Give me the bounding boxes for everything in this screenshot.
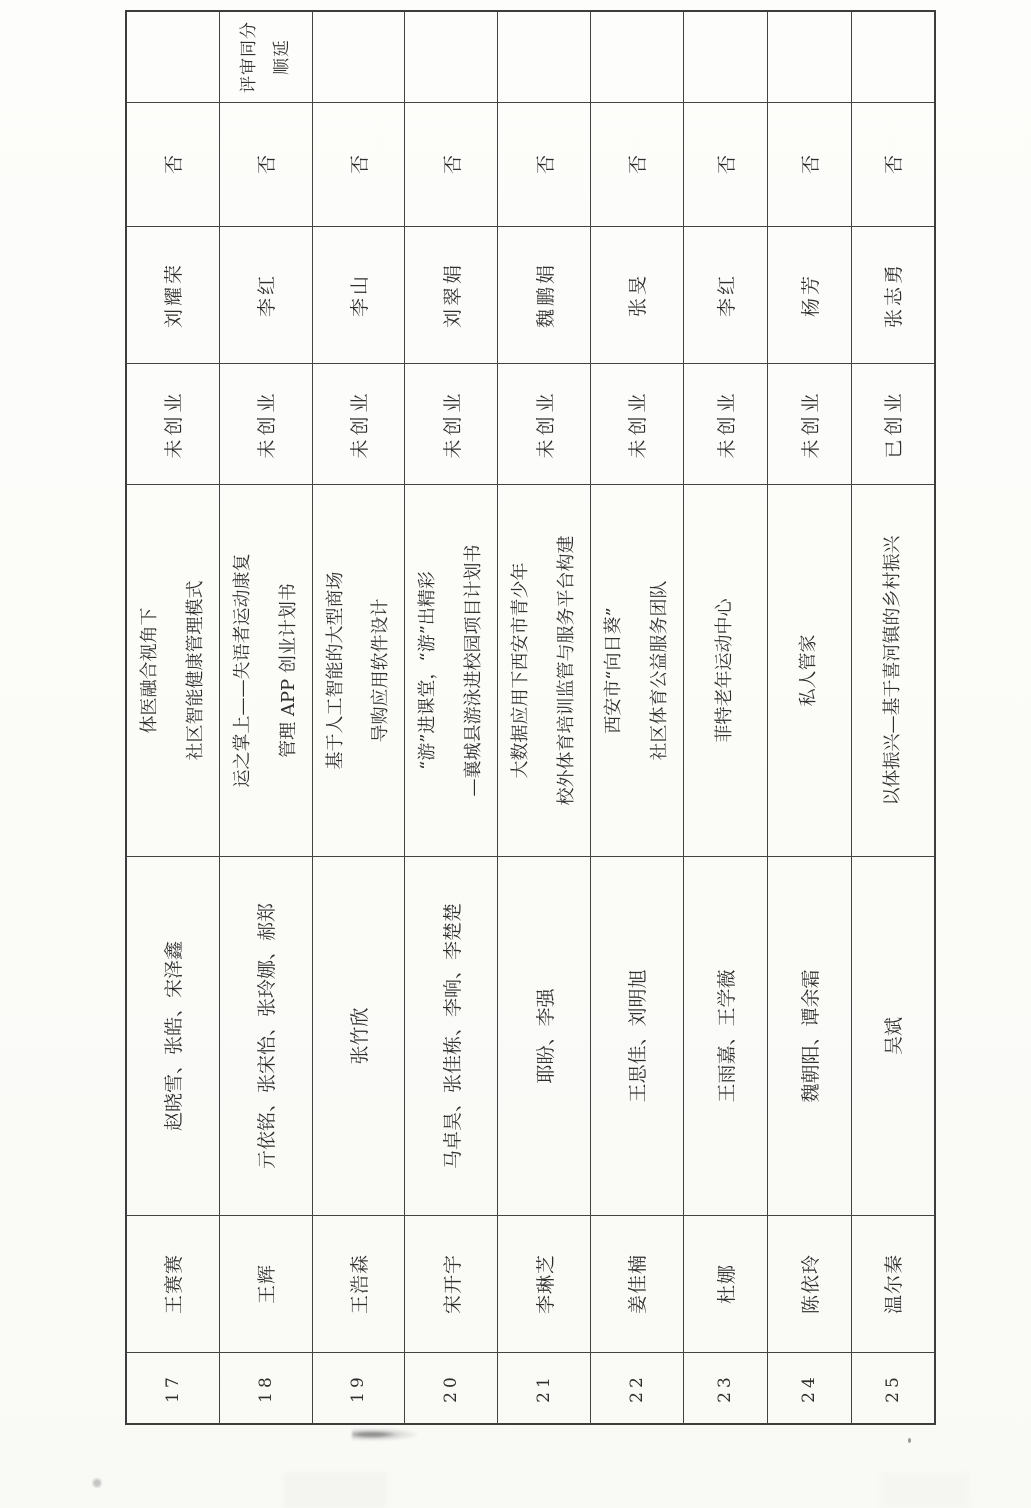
- leader-name: 宋开宇: [441, 1254, 464, 1315]
- startup-status: 未创业: [348, 389, 371, 459]
- cell-project: [767, 485, 851, 857]
- team-members: 王思佳、刘明旭: [627, 969, 650, 1103]
- team-members: 张竹欣: [348, 1007, 371, 1065]
- advisor-name: 张旻: [627, 273, 650, 318]
- advisor-name: 杨芳: [799, 273, 822, 318]
- cell-advisor: [590, 227, 683, 364]
- team-members: 耶盼、李强: [534, 988, 557, 1084]
- cell-leader: [683, 1216, 767, 1353]
- scan-shadow-patch: [283, 1472, 387, 1508]
- cell-team: [405, 857, 498, 1216]
- cell-project: [312, 485, 405, 857]
- cell-row-number: [851, 1353, 935, 1425]
- flag-value: 否: [534, 155, 557, 175]
- cell-leader: [219, 1216, 312, 1353]
- leader-name: 王浩森: [348, 1254, 371, 1315]
- cell-flag: [683, 103, 767, 227]
- cell-flag: [590, 103, 683, 227]
- pencil-smudge: [352, 1428, 418, 1441]
- flag-value: 否: [441, 155, 464, 175]
- table-row: [767, 11, 851, 1424]
- cell-leader: [851, 1216, 935, 1353]
- startup-status: 未创业: [627, 389, 650, 459]
- cell-flag: [498, 103, 591, 227]
- cell-advisor: [767, 227, 851, 364]
- cell-remark: [767, 11, 851, 103]
- flag-value: 否: [799, 155, 822, 175]
- table-row: [405, 11, 498, 1424]
- cell-project: [219, 485, 312, 857]
- cell-remark: [312, 11, 405, 103]
- cell-advisor: [405, 227, 498, 364]
- team-members: 王雨嘉、王学薇: [715, 969, 738, 1103]
- cell-remark: [851, 11, 935, 103]
- row-number: 25: [882, 1373, 903, 1403]
- cell-team: [498, 857, 591, 1216]
- advisor-name: 刘翠娟: [441, 262, 464, 329]
- cell-leader: [405, 1216, 498, 1353]
- cell-advisor: [219, 227, 312, 364]
- cell-project: [405, 485, 498, 857]
- row-number: 23: [715, 1373, 736, 1403]
- cell-project: [851, 485, 935, 857]
- cell-advisor: [498, 227, 591, 364]
- row-number: 24: [799, 1373, 820, 1403]
- cell-flag: [405, 103, 498, 227]
- team-members: 吴斌: [883, 1017, 906, 1056]
- cell-startup-status: [590, 364, 683, 485]
- cell-startup-status: [312, 364, 405, 485]
- leader-name: 杜娜: [715, 1264, 738, 1305]
- cell-startup-status: [405, 364, 498, 485]
- row-number: 17: [162, 1373, 183, 1403]
- advisor-name: 魏鹏娟: [534, 262, 557, 329]
- leader-name: 陈依玲: [799, 1254, 822, 1315]
- cell-remark: [405, 11, 498, 103]
- rotated-table-region: [125, 21, 906, 1425]
- cell-project: [126, 485, 219, 857]
- cell-leader: [126, 1216, 219, 1353]
- cell-project: [683, 485, 767, 857]
- project-title-line-2: 社区体育公益服务团队: [648, 580, 670, 761]
- cell-row-number: [683, 1353, 767, 1425]
- project-title-line-2: 社区智能健康管理模式: [184, 580, 206, 761]
- scan-mark: [92, 1477, 102, 1489]
- cell-startup-status: [683, 364, 767, 485]
- cell-flag: [851, 103, 935, 227]
- remark-text: 评审同分顺延: [239, 21, 292, 93]
- cell-row-number: [126, 1353, 219, 1425]
- cell-row-number: [312, 1353, 405, 1425]
- cell-remark: [498, 11, 591, 103]
- startup-status: 未创业: [163, 389, 186, 459]
- cell-flag: [312, 103, 405, 227]
- cell-leader: [312, 1216, 405, 1353]
- table-row: [498, 11, 591, 1424]
- flag-value: 否: [715, 155, 738, 175]
- advisor-name: 张志勇: [883, 262, 906, 329]
- row-number: 20: [441, 1373, 462, 1403]
- cell-project: [498, 485, 591, 857]
- project-title-line-2: 导购应用软件设计: [370, 598, 392, 743]
- project-title-line-2: —襄城县游泳进校园项目计划书: [463, 544, 485, 797]
- cell-row-number: [767, 1353, 851, 1425]
- cell-row-number: [405, 1353, 498, 1425]
- project-title-line-2: 管理 APP 创业计划书: [277, 583, 299, 758]
- cell-team: [683, 857, 767, 1216]
- cell-team: [312, 857, 405, 1216]
- cell-leader: [498, 1216, 591, 1353]
- flag-value: 否: [163, 155, 186, 175]
- table-row: [683, 11, 767, 1424]
- cell-advisor: [126, 227, 219, 364]
- flag-value: 否: [883, 155, 906, 175]
- cell-leader: [767, 1216, 851, 1353]
- cell-team: [590, 857, 683, 1216]
- cell-flag: [126, 103, 219, 227]
- project-title-line-1: 西安市“向日葵”: [602, 607, 624, 734]
- row-number: 18: [255, 1373, 276, 1403]
- cell-project: [590, 485, 683, 857]
- row-number: 22: [626, 1373, 647, 1403]
- advisor-name: 李红: [715, 273, 738, 318]
- flag-value: 否: [256, 155, 279, 175]
- cell-startup-status: [767, 364, 851, 485]
- leader-name: 王辉: [256, 1264, 279, 1305]
- leader-name: 李琳芝: [534, 1254, 557, 1315]
- cell-startup-status: [498, 364, 591, 485]
- project-title-line-1: 菲特老年运动中心: [714, 598, 736, 743]
- startup-status: 未创业: [715, 389, 738, 459]
- leader-name: 王赛赛: [163, 1254, 186, 1315]
- flag-value: 否: [627, 155, 650, 175]
- cell-remark: [126, 11, 219, 103]
- project-review-table: [125, 10, 936, 1425]
- table-row: [312, 11, 405, 1424]
- cell-startup-status: [126, 364, 219, 485]
- table-row: [219, 11, 312, 1424]
- project-title-line-1: “游”进课堂，“游”出精彩: [417, 571, 439, 770]
- leader-name: 姜佳楠: [627, 1254, 650, 1315]
- project-title-line-1: 基于人工智能的大型商场: [324, 571, 346, 770]
- leader-name: 温尔秦: [883, 1254, 906, 1315]
- project-title-line-1: 大数据应用下西安市青少年: [510, 562, 532, 779]
- advisor-name: 李红: [256, 273, 279, 318]
- project-title-line-1: 私人管家: [798, 634, 820, 707]
- table-row: [851, 11, 935, 1424]
- cell-flag: [219, 103, 312, 227]
- cell-row-number: [219, 1353, 312, 1425]
- startup-status: 未创业: [256, 389, 279, 459]
- cell-row-number: [590, 1353, 683, 1425]
- project-title-line-1: 体医融合视角下: [139, 607, 160, 734]
- cell-flag: [767, 103, 851, 227]
- startup-status: 未创业: [534, 389, 557, 459]
- row-number: 19: [348, 1373, 369, 1403]
- project-title-line-1: 以体振兴—基于喜河镇的乡村振兴: [881, 535, 903, 806]
- scan-shadow-patch: [880, 1472, 970, 1508]
- cell-leader: [590, 1216, 683, 1353]
- scan-dot: [908, 1438, 911, 1443]
- row-number: 21: [534, 1373, 555, 1403]
- cell-advisor: [683, 227, 767, 364]
- cell-team: [851, 857, 935, 1216]
- startup-status: 未创业: [799, 389, 822, 459]
- cell-startup-status: [851, 364, 935, 485]
- cell-advisor: [851, 227, 935, 364]
- advisor-name: 刘耀荣: [163, 262, 186, 329]
- table-row: [126, 11, 219, 1424]
- cell-remark: [683, 11, 767, 103]
- project-title-line-2: 校外体育培训监管与服务平台构建: [556, 535, 578, 806]
- cell-remark: [590, 11, 683, 103]
- cell-team: [126, 857, 219, 1216]
- cell-team: [767, 857, 851, 1216]
- cell-remark: [219, 11, 312, 103]
- cell-row-number: [498, 1353, 591, 1425]
- table-row: [590, 11, 683, 1424]
- team-members: 亓依铭、张宋怡、张玲娜、郝郑: [256, 903, 279, 1170]
- table-body: [126, 11, 935, 1424]
- team-members: 赵晓雪、张皓、宋泽鑫: [163, 941, 186, 1132]
- advisor-name: 李山: [348, 273, 371, 318]
- team-members: 魏朝阳、谭余霜: [799, 969, 822, 1103]
- project-title-line-1: 运之掌上——失语者运动康复: [231, 553, 253, 788]
- cell-team: [219, 857, 312, 1216]
- startup-status: 未创业: [441, 389, 464, 459]
- team-members: 马卓昊、张佳栋、李响、李楚楚: [441, 903, 464, 1170]
- flag-value: 否: [348, 155, 371, 175]
- cell-startup-status: [219, 364, 312, 485]
- cell-advisor: [312, 227, 405, 364]
- startup-status: 已创业: [883, 389, 906, 459]
